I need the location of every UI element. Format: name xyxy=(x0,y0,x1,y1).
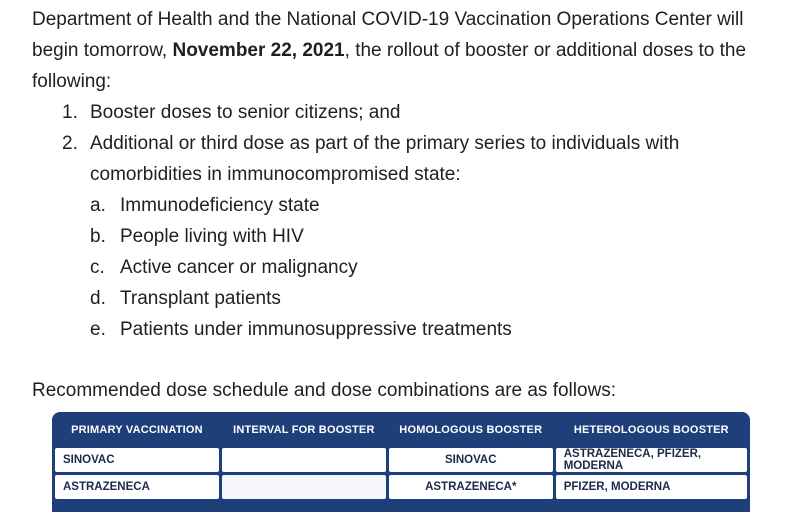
cell-heterologous: ASTRAZENECA, PFIZER, MODERNA xyxy=(556,448,747,472)
list-item-text: Patients under immunosuppressive treatments xyxy=(120,319,512,340)
intro-paragraph xyxy=(32,4,777,97)
cell-primary: SINOVAC xyxy=(55,448,219,472)
list-item-text: Transplant patients xyxy=(120,288,281,309)
column-header-interval: INTERVAL FOR BOOSTER xyxy=(233,424,375,436)
column-header-primary: PRIMARY VACCINATION xyxy=(71,424,203,436)
list-marker: a. xyxy=(90,195,106,216)
table-row xyxy=(55,448,747,472)
dose-table xyxy=(52,412,750,502)
list-item xyxy=(32,128,777,190)
column-header-heterologous: HETEROLOGOUS BOOSTER xyxy=(573,424,729,436)
list-item-text: People living with HIV xyxy=(120,226,304,247)
conditions-list xyxy=(32,190,777,345)
list-item-text: Active cancer or malignancy xyxy=(120,257,358,278)
list-item-text: Booster doses to senior citizens; and xyxy=(90,102,401,123)
list-marker: 2. xyxy=(62,133,78,154)
intro-text-continued: , the rollout of booster or additional doses to the following: xyxy=(32,40,747,92)
column-header-homologous: HOMOLOGOUS BOOSTER xyxy=(399,424,543,436)
list-item xyxy=(32,190,777,221)
list-item-text: Immunodeficiency state xyxy=(120,195,320,216)
list-marker: c. xyxy=(90,257,105,278)
list-item xyxy=(32,283,777,314)
cell-interval xyxy=(222,448,386,472)
list-item xyxy=(32,252,777,283)
priority-group-list xyxy=(32,97,777,190)
dose-schedule-table xyxy=(52,412,750,512)
cell-homologous: SINOVAC xyxy=(389,448,553,472)
cell-interval xyxy=(222,475,386,499)
intro-text: Department of Health and the National COVID-19 Vaccination Operations Center will begin tomorrow, xyxy=(32,9,744,61)
cell-homologous: ASTRAZENECA* xyxy=(389,475,553,499)
list-item xyxy=(32,97,777,128)
list-marker: d. xyxy=(90,288,106,309)
rollout-date: November 22, 2021 xyxy=(172,40,345,61)
list-marker: 1. xyxy=(62,102,78,123)
cell-primary: ASTRAZENECA xyxy=(55,475,219,499)
cell-heterologous: PFIZER, MODERNA xyxy=(556,475,747,499)
list-marker: e. xyxy=(90,319,106,340)
list-item xyxy=(32,314,777,345)
table-row xyxy=(55,475,747,499)
list-marker: b. xyxy=(90,226,106,247)
advisory-document xyxy=(32,4,777,425)
list-item-text: Additional or third dose as part of the primary series to individuals with comorbidities in immunocompromised state: xyxy=(90,133,680,185)
table-header-row xyxy=(55,415,747,445)
list-item xyxy=(32,221,777,252)
schedule-intro: Recommended dose schedule and dose combinations are as follows: xyxy=(32,380,617,401)
